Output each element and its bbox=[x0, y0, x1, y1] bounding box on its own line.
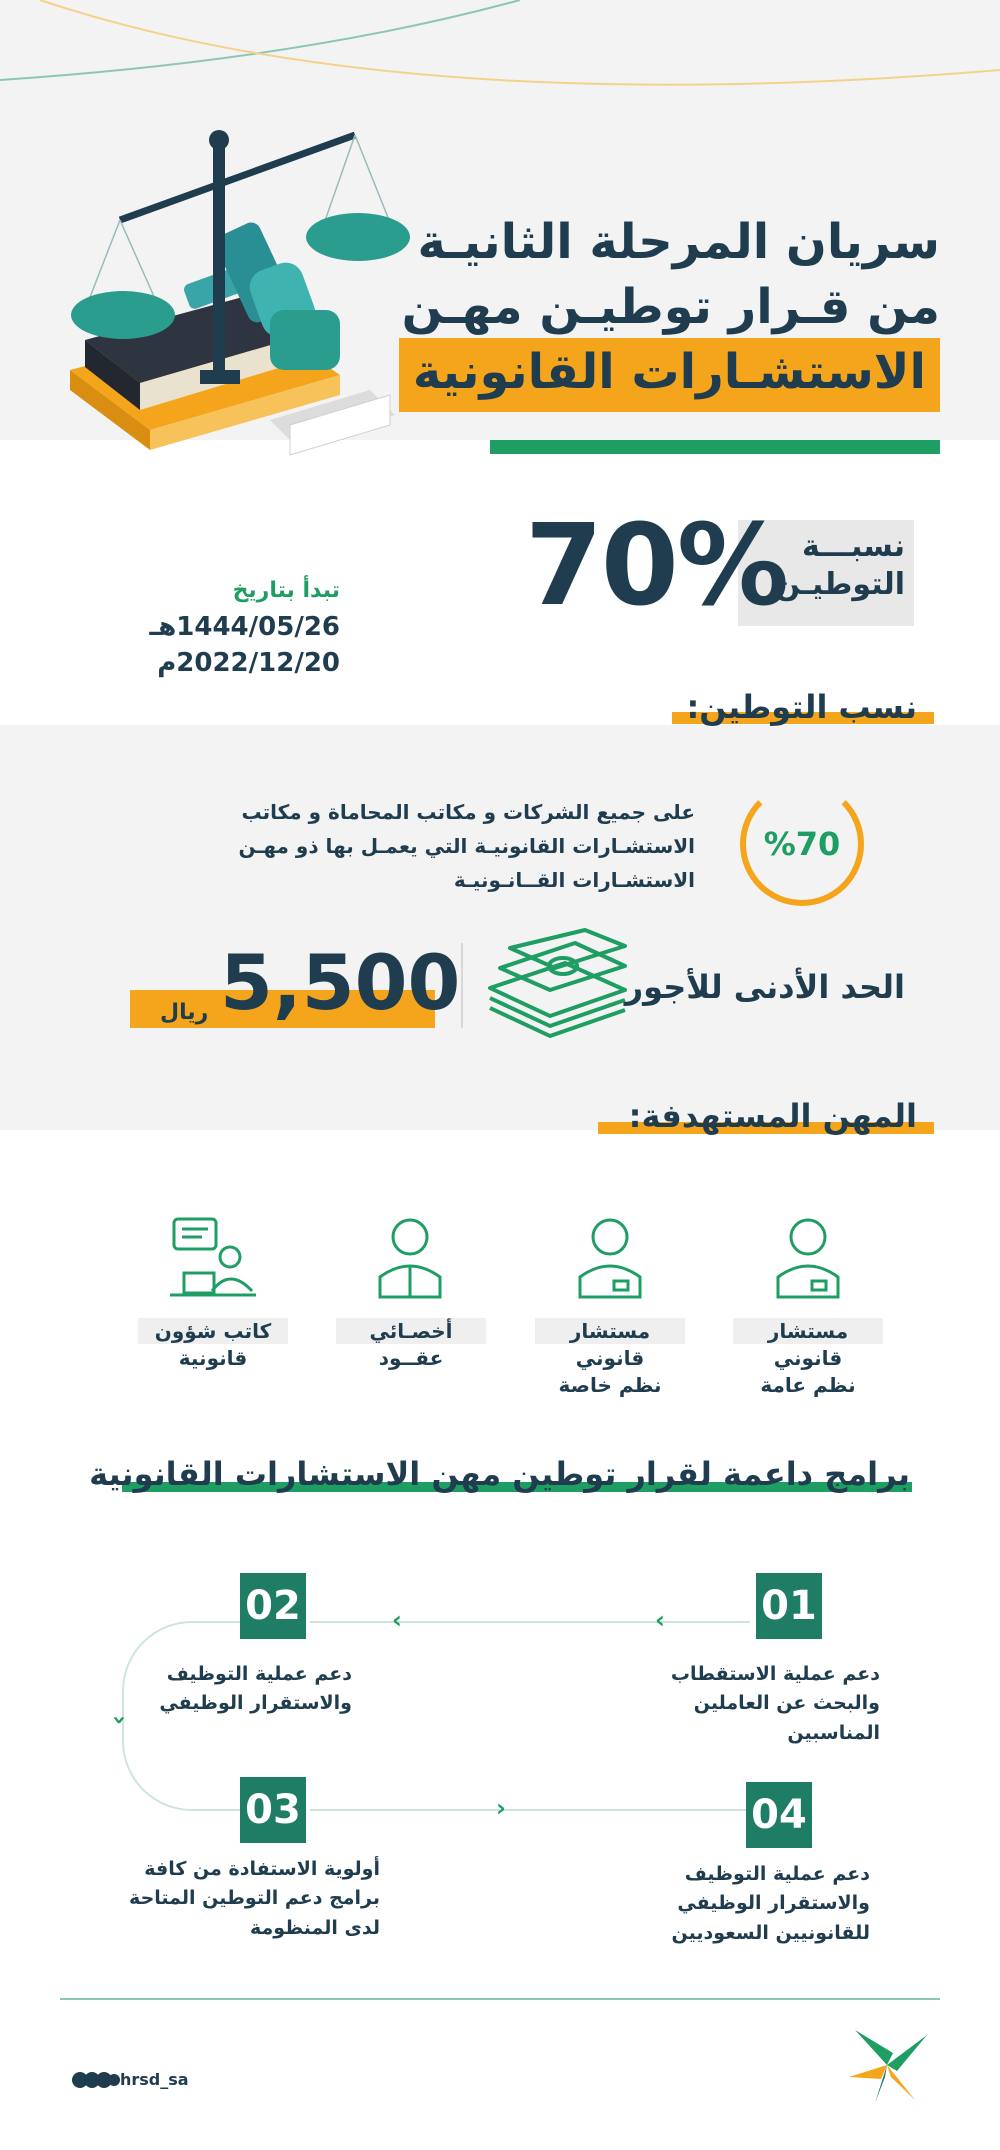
contracts-specialist-icon bbox=[370, 1215, 450, 1300]
step-01-text bbox=[620, 1660, 880, 1748]
profession-3-line1: أخصـائي bbox=[369, 1319, 453, 1343]
step-04-line: دعم عملية التوظيف bbox=[684, 1863, 870, 1885]
step-03-line: أولوية الاستفادة من كافة bbox=[144, 1858, 380, 1880]
legal-consultant-private-icon bbox=[570, 1215, 650, 1300]
step-01-badge: 01 bbox=[756, 1573, 822, 1639]
title-line-2: من قـرار توطيـن مهـن bbox=[401, 279, 940, 335]
min-wage-value: 5,500 bbox=[220, 938, 461, 1027]
step-02-text bbox=[112, 1660, 352, 1719]
profession-1-line2: نظم عامة bbox=[760, 1373, 856, 1397]
title-underline bbox=[490, 440, 940, 454]
profession-1 bbox=[733, 1318, 883, 1399]
profession-2-line1: مستشار قانوني bbox=[569, 1319, 651, 1370]
legal-consultant-general-icon bbox=[768, 1215, 848, 1300]
professions-heading: المهن المستهدفة: bbox=[628, 1097, 917, 1135]
profession-1-line1: مستشار قانوني bbox=[767, 1319, 849, 1370]
arrow-right-icon: › bbox=[496, 1794, 506, 1822]
social-handle[interactable]: hrsd_sa bbox=[120, 2070, 189, 2089]
arrow-left-icon: ‹ bbox=[392, 1606, 402, 1634]
rates-heading: نسب التوطين: bbox=[686, 688, 917, 726]
ministry-logo-icon bbox=[845, 2025, 930, 2105]
profession-3-line2: عقــود bbox=[378, 1346, 444, 1370]
connector-bottom bbox=[310, 1809, 750, 1811]
scales-of-justice-icon bbox=[40, 125, 440, 515]
profession-4 bbox=[138, 1318, 288, 1372]
profession-4-line1: كاتب شؤون bbox=[154, 1319, 272, 1343]
connector-top bbox=[310, 1621, 750, 1623]
step-03-line: برامج دعم التوطين المتاحة bbox=[129, 1887, 380, 1910]
rate-label-line1: نسبـــة bbox=[802, 529, 905, 564]
youtube-icon[interactable] bbox=[108, 2074, 120, 2086]
rate-value: 70% bbox=[525, 501, 788, 631]
rate-label-line2: التوطيـن bbox=[774, 566, 905, 602]
step-04-line: للقانونيين السعوديين bbox=[671, 1921, 870, 1944]
step-01-line: دعم عملية الاستقطاب bbox=[670, 1663, 880, 1685]
min-wage-unit: ريال bbox=[160, 1000, 209, 1025]
profession-2-line2: نظم خاصة bbox=[558, 1373, 662, 1397]
start-date-label: تبدأ بتاريخ bbox=[232, 578, 340, 603]
profession-3 bbox=[336, 1318, 486, 1372]
legal-affairs-clerk-icon bbox=[168, 1215, 258, 1300]
rate-circle bbox=[740, 782, 864, 906]
title-highlight: الاستشـارات القانونية bbox=[399, 338, 940, 412]
step-02-badge: 02 bbox=[240, 1573, 306, 1639]
profession-4-line2: قانونية bbox=[178, 1346, 248, 1370]
title-line-3 bbox=[399, 344, 940, 400]
programs-heading: برامج داعمة لقرار توطين مهن الاستشارات القانونية bbox=[89, 1455, 910, 1493]
rate-circle-value: %70 bbox=[763, 825, 841, 863]
title-line-1: سريان المرحلة الثانيـة bbox=[417, 214, 940, 270]
profession-2 bbox=[535, 1318, 685, 1399]
step-02-line: دعم عملية التوظيف bbox=[166, 1663, 352, 1685]
footer-divider bbox=[60, 1998, 940, 2000]
start-date-hijri: 1444/05/26هـ bbox=[149, 612, 340, 642]
min-wage-label: الحد الأدنى للأجور bbox=[624, 968, 905, 1006]
wage-divider bbox=[461, 943, 463, 1028]
rates-description: على جميع الشركات و مكاتب المحاماة و مكاتب الاستشـارات القانونيـة التي يعمـل بها ذو مهـن الاستشـارات القــانـونيـة bbox=[238, 800, 695, 892]
step-02-line: والاستقرار الوظيفي bbox=[159, 1692, 352, 1715]
step-01-line: المناسبين bbox=[787, 1721, 880, 1744]
step-04-line: والاستقرار الوظيفي bbox=[677, 1892, 870, 1915]
arrow-down-icon: ‹ bbox=[103, 1715, 132, 1725]
step-03-badge: 03 bbox=[240, 1777, 306, 1843]
arrow-left-icon: ‹ bbox=[655, 1606, 665, 1634]
step-03-text bbox=[100, 1855, 380, 1943]
step-01-line: والبحث عن العاملين bbox=[693, 1692, 880, 1715]
decorative-curves bbox=[0, 0, 1000, 120]
start-date-gregorian: 2022/12/20م bbox=[157, 648, 340, 678]
step-03-line: لدى المنظومة bbox=[250, 1916, 380, 1939]
step-04-badge: 04 bbox=[746, 1782, 812, 1848]
money-stack-icon bbox=[485, 928, 630, 1038]
rate-label bbox=[775, 528, 905, 603]
step-04-text bbox=[590, 1860, 870, 1948]
